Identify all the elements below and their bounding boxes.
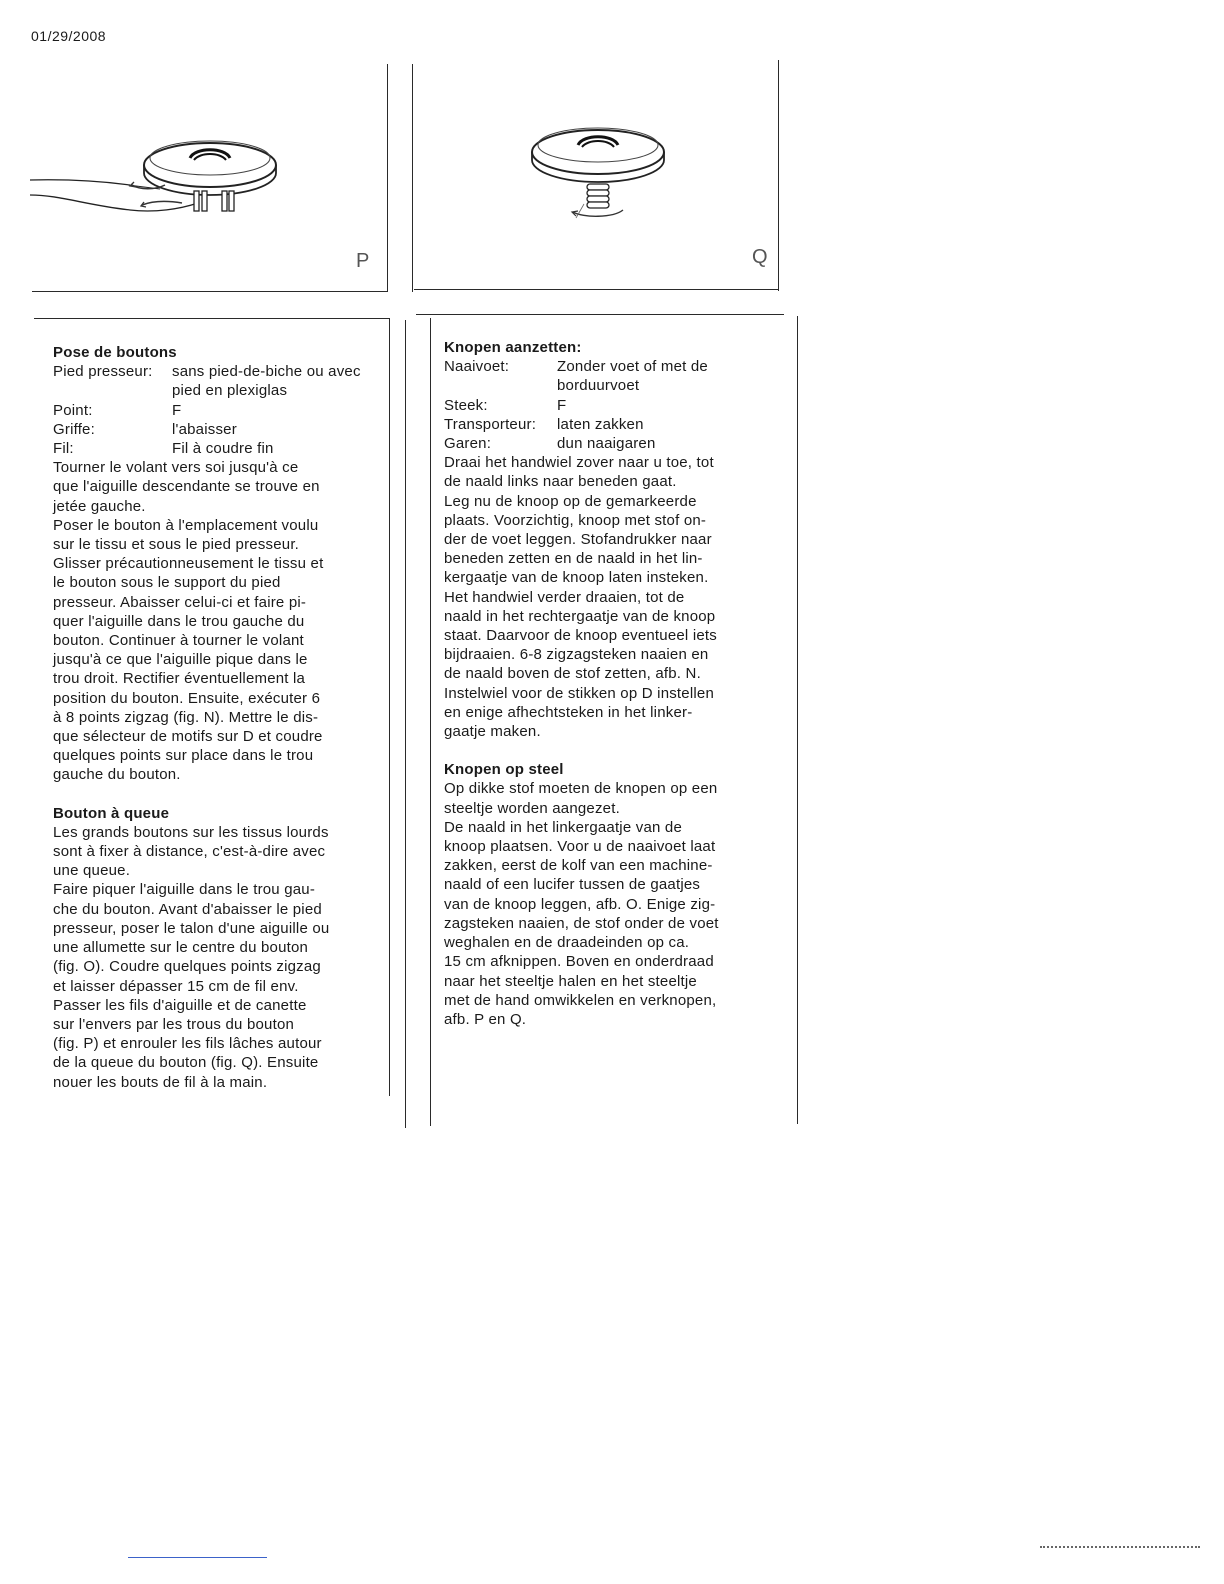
french-spec-row — [53, 401, 383, 420]
body-line: staat. Daarvoor de knoop eventueel iets — [444, 627, 717, 645]
footer-dotted-rule — [1040, 1546, 1200, 1548]
body-line: zagsteken naaien, de stof onder de voet — [444, 914, 719, 932]
body-line: une queue. — [53, 862, 131, 880]
body-line: (fig. P) et enrouler les fils lâches autour — [53, 1035, 322, 1053]
body-line: Op dikke stof moeten de knopen op een — [444, 780, 718, 798]
spec-key: Transporteur: — [444, 415, 537, 433]
spec-key: Fil: — [53, 440, 74, 458]
body-line: bouton. Continuer à tourner le volant — [53, 632, 304, 650]
figure-p-label: P — [356, 250, 370, 272]
spec-value: F — [557, 396, 567, 414]
rule-fig-bottom-right — [414, 289, 779, 290]
body-line: position du bouton. Ensuite, exécuter 6 — [53, 689, 321, 707]
body-line: en enige afhechtsteken in het linker- — [444, 703, 693, 721]
body-line: trou droit. Rectifier éventuellement la — [53, 670, 306, 688]
body-line: che du bouton. Avant d'abaisser le pied — [53, 900, 322, 918]
body-line: de la queue du bouton (fig. Q). Ensuite — [53, 1054, 319, 1072]
body-line: de naald links naar beneden gaat. — [444, 473, 677, 491]
body-line: Passer les fils d'aiguille et de canette — [53, 996, 307, 1014]
body-line: sur le tissu et sous le pied presseur. — [53, 536, 300, 554]
print-date: 01/29/2008 — [31, 28, 107, 44]
body-line: Glisser précautionneusement le tissu et — [53, 555, 324, 573]
body-line: gaatje maken. — [444, 723, 541, 741]
body-line: van de knoop leggen, afb. O. Enige zig- — [444, 895, 716, 913]
spec-value: l'abaisser — [172, 420, 237, 438]
body-line: gauche du bouton. — [53, 766, 181, 784]
body-line: Tourner le volant vers soi jusqu'à ce — [53, 459, 299, 477]
body-line: Poser le bouton à l'emplacement voulu — [53, 516, 319, 534]
body-line: à 8 points zigzag (fig. N). Mettre le dis- — [53, 708, 319, 726]
body-line: jetée gauche. — [53, 497, 146, 515]
body-line: plaats. Voorzichtig, knoop met stof on- — [444, 511, 707, 529]
body-line: (fig. O). Coudre quelques points zigzag — [53, 958, 321, 976]
dutch-section-title: Knopen aanzetten: — [444, 339, 582, 356]
body-line: steeltje worden aangezet. — [444, 799, 620, 817]
french-spec-row — [53, 362, 383, 400]
spec-value: laten zakken — [557, 415, 644, 433]
body-line: sont à fixer à distance, c'est-à-dire avec — [53, 843, 326, 861]
body-line: zakken, eerst de kolf van een machine- — [444, 857, 713, 875]
body-line: une allumette sur le centre du bouton — [53, 939, 309, 957]
footer-blue-rule — [128, 1557, 267, 1558]
french-spec-row — [53, 439, 383, 458]
french-instructions — [53, 343, 383, 1092]
rule-text-right-outer — [797, 316, 798, 1124]
body-line: met de hand omwikkelen en verknopen, — [444, 991, 717, 1009]
body-line: Instelwiel voor de stikken op D instellen — [444, 684, 714, 702]
body-line: que l'aiguille descendante se trouve en — [53, 478, 320, 496]
dutch-spec-row — [444, 434, 789, 453]
french-subsection-title: Bouton à queue — [53, 804, 170, 822]
spec-value: sans pied-de-biche ou avec pied en plexiglas — [172, 363, 361, 400]
body-line: presseur. Abaisser celui-ci et faire pi- — [53, 593, 307, 611]
rule-text-top-right — [416, 314, 784, 315]
body-line: quer l'aiguille dans le trou gauche du — [53, 612, 305, 630]
body-line: afb. P en Q. — [444, 1010, 527, 1028]
body-line: Het handwiel verder draaien, tot de — [444, 588, 685, 606]
dutch-spec-row — [444, 396, 789, 415]
french-spec-row — [53, 420, 383, 439]
french-section-title: Pose de boutons — [53, 344, 177, 361]
dutch-spec-row — [444, 415, 789, 434]
rule-text-mid-right — [430, 318, 431, 1126]
figure-q-label: Q — [752, 246, 768, 268]
body-line: 15 cm afknippen. Boven en onderdraad — [444, 953, 714, 971]
dutch-spec-row — [444, 357, 789, 395]
body-line: de naald boven de stof zetten, afb. N. — [444, 665, 701, 683]
body-line: sur l'envers par les trous du bouton — [53, 1015, 295, 1033]
body-line: naald in het rechtergaatje van de knoop — [444, 607, 716, 625]
spec-value: Fil à coudre fin — [172, 440, 274, 458]
rule-text-left-col-right — [389, 318, 390, 1096]
body-line: Faire piquer l'aiguille dans le trou gau- — [53, 881, 316, 899]
body-line: nouer les bouts de fil à la main. — [53, 1073, 268, 1091]
body-line: Draai het handwiel zover naar u toe, tot — [444, 454, 714, 472]
dutch-subsection-title: Knopen op steel — [444, 761, 564, 779]
body-line: Leg nu de knoop op de gemarkeerde — [444, 492, 697, 510]
body-line: et laisser dépasser 15 cm de fil env. — [53, 977, 299, 995]
rule-left-outer — [387, 64, 388, 292]
spec-value: F — [172, 401, 182, 419]
spec-key: Naaivoet: — [444, 358, 510, 376]
spec-value: dun naaigaren — [557, 435, 656, 453]
body-line: kergaatje van de knoop laten insteken. — [444, 569, 709, 587]
body-line: De naald in het linkergaatje van de — [444, 818, 682, 836]
figure-p-button-illustration — [30, 125, 290, 220]
spec-key: Garen: — [444, 435, 492, 453]
body-line: le bouton sous le support du pied — [53, 574, 281, 592]
spec-key: Pied presseur: — [53, 363, 153, 381]
body-line: naald of een lucifer tussen de gaatjes — [444, 876, 701, 894]
body-line: jusqu'à ce que l'aiguille pique dans le — [53, 651, 308, 669]
spec-key: Point: — [53, 401, 93, 419]
dutch-instructions — [444, 338, 789, 1029]
body-line: der de voet leggen. Stofandrukker naar — [444, 531, 712, 549]
body-line: quelques points sur place dans le trou — [53, 747, 314, 765]
rule-text-mid-left — [405, 320, 406, 1128]
body-line: knoop plaatsen. Voor u de naaivoet laat — [444, 838, 716, 856]
body-line: beneden zetten en de naald in het lin- — [444, 550, 703, 568]
body-line: presseur, poser le talon d'une aiguille ou — [53, 919, 330, 937]
rule-right-top — [778, 60, 779, 291]
spec-key: Steek: — [444, 396, 488, 414]
body-line: naar het steeltje halen en het steeltje — [444, 972, 697, 990]
spec-key: Griffe: — [53, 420, 95, 438]
body-line: que sélecteur de motifs sur D et coudre — [53, 728, 323, 746]
rule-left-inner — [412, 64, 413, 292]
body-line: Les grands boutons sur les tissus lourds — [53, 823, 329, 841]
body-line: bijdraaien. 6-8 zigzagsteken naaien en — [444, 646, 709, 664]
figure-q-button-illustration — [528, 120, 678, 230]
rule-fig-bottom-left — [32, 291, 388, 292]
rule-text-top-left — [34, 318, 389, 319]
body-line: weghalen en de draadeinden op ca. — [444, 934, 690, 952]
spec-value: Zonder voet of met de borduurvoet — [557, 358, 708, 395]
